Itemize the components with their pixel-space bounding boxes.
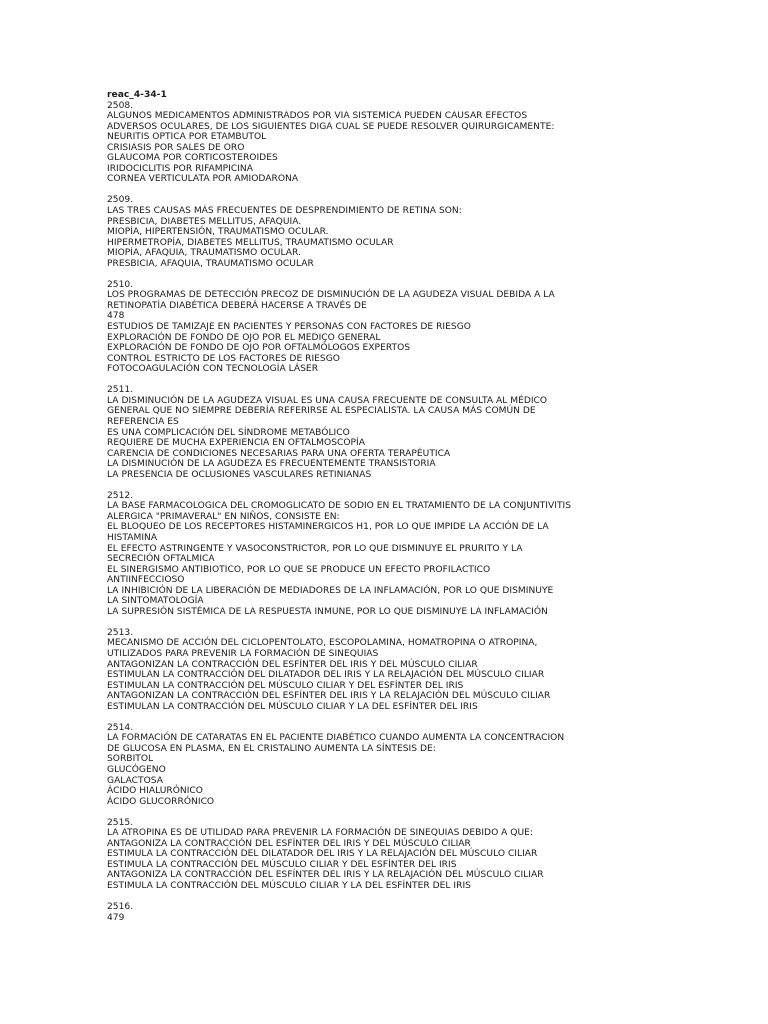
question-block [107, 280, 757, 375]
question-text-line: ESTIMULAN LA CONTRACCIÓN DEL MÚSCULO CILIAR Y DEL ESFÍNTER DEL IRIS [107, 680, 464, 691]
question-text-line: SORBITOL [107, 754, 154, 765]
question-number: 2515. [107, 817, 134, 828]
question-text-line: EXPLORACIÓN DE FONDO DE OJO POR EL MEDIÇO GENERAL [107, 332, 381, 343]
question-text-line: DE GLUCOSA EN PLASMA, EN EL CRISTALINO AUMENTA LA SÍNTESIS DE: [107, 743, 436, 754]
question-text-line: HIPERMETROPÍA, DIABETES MELLITUS, TRAUMATISMO OCULAR [107, 237, 394, 248]
question-number: 2509. [107, 195, 134, 206]
question-text-line: LA ATROPINA ES DE UTILIDAD PARA PREVENIR LA FORMACIÓN DE SINEQUIAS DEBIDO A QUE: [107, 828, 534, 839]
question-number: 2510. [107, 279, 134, 290]
question-text-line: FOTOCOAGULACIÓN CON TECNOLOGÍA LÁSER [107, 364, 319, 375]
question-text-line: ESTIMULAN LA CONTRACCIÓN DEL MÚSCULO CILIAR Y LA DEL ESFÍNTER DEL IRIS [107, 701, 478, 712]
question-text-line: LA FORMACIÓN DE CATARATAS EN EL PACIENTE DIABÉTICO CUANDO AUMENTA LA CONCENTRACION [107, 733, 565, 744]
question-number: 2512. [107, 490, 134, 501]
question-text-line: ÁCIDO HIALURÓNICO [107, 786, 203, 797]
question-text-line: LA SUPRESIÓN SISTÉMICA DE LA RESPUESTA INMUNE, POR LO QUE DISMINUYE LA INFLAMACIÓN [107, 606, 548, 617]
question-text-line: LA BASE FARMACOLOGICA DEL CROMOGLICATO DE SODIO EN EL TRATAMIENTO DE LA CONJUNTIVITIS [107, 501, 572, 512]
question-text-line: NEURITIS OPTICA POR ETAMBUTOL [107, 132, 267, 143]
question-text-line: SECRECIÓN OFTALMICA [107, 554, 215, 565]
question-text-line: HISTAMINA [107, 532, 158, 543]
question-number: 2511. [107, 385, 134, 396]
question-text-line: ADVERSOS OCULARES, DE LOS SIGUIENTES DIGA CUAL SE PUEDE RESOLVER QUIRURGICAMENTE: [107, 121, 555, 132]
question-text-line: LOS PROGRAMAS DE DETECCIÓN PRECOZ DE DISMINUCIÓN DE LA AGUDEZA VISUAL DEBIDA A LA [107, 290, 555, 301]
question-text-line: CORNEA VERTICULATA POR AMIODARONA [107, 174, 299, 185]
question-text-line: ALERGICA "PRIMAVERAL" EN NIÑOS, CONSISTE EN: [107, 511, 340, 522]
question-text-line: 479 [107, 912, 125, 923]
question-text-line: ANTIINFECCIOSO [107, 575, 185, 586]
question-list [107, 101, 757, 924]
question-number: 2514. [107, 722, 134, 733]
question-text-line: ES UNA COMPLICACIÓN DEL SÍNDROME METABÓLICO [107, 427, 350, 438]
question-text-line: ESTIMULA LA CONTRACCIÓN DEL DILATADOR DEL IRIS Y LA RELAJACIÓN DEL MÚSCULO CILIAR [107, 849, 538, 860]
question-text-line: PRESBICIA, DIABETES MELLITUS, AFAQUIA. [107, 216, 302, 227]
question-text-line: ESTUDIOS DE TAMIZAJE EN PACIENTES Y PERSONAS CON FACTORES DE RIESGO [107, 322, 471, 333]
question-text-line: ALGUNOS MEDICAMENTOS ADMINISTRADOS POR VIA SISTEMICA PUEDEN CAUSAR EFECTOS [107, 111, 528, 122]
question-text-line: EL EFECTO ASTRINGENTE Y VASOCONSTRICTOR, POR LO QUE DISMINUYE EL PRURITO Y LA [107, 543, 523, 554]
question-text-line: LA SINTOMATOLOGÍA [107, 596, 204, 607]
question-block [107, 101, 757, 185]
question-text-line: LA INHIBICIÓN DE LA LIBERACIÓN DE MEDIADORES DE LA INFLAMACIÓN, POR LO QUE DISMINUYE [107, 585, 554, 596]
question-text-line: CARENCIA DE CONDICIONES NECESARIAS PARA UNA OFERTA TERAPÉUTICA [107, 448, 451, 459]
question-text-line: GALACTOSA [107, 775, 164, 786]
question-number: 2508. [107, 100, 134, 111]
question-text-line: GLUCÓGENO [107, 765, 166, 775]
question-text-line: ANTAGONIZA LA CONTRACCIÓN DEL ESFÍNTER DEL IRIS Y LA RELAJACIÓN DEL MÚSCULO CILIAR [107, 870, 544, 881]
question-block [107, 491, 757, 618]
question-block [107, 628, 757, 712]
question-text-line: PRESBICIA, AFAQUIA, TRAUMATISMO OCULAR [107, 258, 314, 269]
question-number: 2513. [107, 627, 134, 638]
question-text-line: GENERAL QUE NO SIEMPRE DEBERÍA REFERIRSE AL ESPECIALISTA. LA CAUSA MÁS COMÚN DE [107, 406, 536, 417]
question-text-line: REQUIERE DE MUCHA EXPERIENCIA EN OFTALMOSCOPÍA [107, 438, 365, 449]
question-text-line: MIOPÍA, AFAQUIA, TRAUMATISMO OCULAR. [107, 248, 301, 259]
question-text-line: ÁCIDO GLUCORRÓNICO [107, 796, 215, 807]
question-text-line: IRIDOCICLITIS POR RIFAMPICINA [107, 163, 253, 174]
question-text-line: ANTAGONIZA LA CONTRACCIÓN DEL ESFÍNTER DEL IRIS Y DEL MÚSCULO CILIAR [107, 838, 471, 849]
question-text-line: RETINOPATÍA DIABÉTICA DEBERÁ HACERSE A TRAVÉS DE [107, 300, 367, 311]
question-text-line: EL BLOQUEO DE LOS RECEPTORES HISTAMINERGICOS H1, POR LO QUE IMPIDE LA ACCIÓN DE LA [107, 522, 549, 533]
question-number: 2516. [107, 902, 134, 913]
question-text-line: ESTIMULA LA CONTRACCIÓN DEL MÚSCULO CILIAR Y LA DEL ESFÍNTER DEL IRIS [107, 881, 471, 892]
question-text-line: CRISIASIS POR SALES DE ORO [107, 142, 245, 153]
question-text-line: ANTAGONIZAN LA CONTRACCIÓN DEL ESFÍNTER DEL IRIS Y LA RELAJACIÓN DEL MÚSCULO CILIAR [107, 691, 551, 702]
question-text-line: EL SINERGISMO ANTIBIOTICO, POR LO QUE SE PRODUCE UN EFECTO PROFILACTICO [107, 564, 491, 575]
question-text-line: UTILIZADOS PARA PREVENIR LA FORMACIÓN DE SINEQUIAS [107, 648, 379, 659]
document-page [107, 90, 757, 934]
question-text-line: MIOPÍA, HIPERTENSIÓN, TRAUMATISMO OCULAR. [107, 227, 329, 238]
question-block [107, 385, 757, 480]
question-text-line: LA DISMINUCIÓN DE LA AGUDEZA ES FRECUENTEMENTE TRANSISTORIA [107, 459, 436, 470]
question-block [107, 195, 757, 269]
question-text-line: REFERENCIA ES [107, 416, 179, 427]
question-text-line: LAS TRES CAUSAS MÁS FRECUENTES DE DESPRENDIMIENTO DE RETINA SON: [107, 206, 462, 217]
question-text-line: LA DISMINUCIÓN DE LA AGUDEZA VISUAL ES UNA CAUSA FRECUENTE DE CONSULTA AL MÉDICO [107, 395, 548, 406]
question-text-line: GLAUCOMA POR CORTICOSTEROIDES [107, 153, 278, 164]
question-block [107, 902, 757, 923]
question-text-line: LA PRESENCIA DE OCLUSIONES VASCULARES RETINIANAS [107, 469, 372, 480]
question-text-line: MECANISMO DE ACCIÓN DEL CICLOPENTOLATO, ESCOPOLAMINA, HOMATROPINA O ATROPINA, [107, 638, 538, 649]
question-block [107, 818, 757, 892]
question-block [107, 723, 757, 807]
question-text-line: CONTROL ESTRICTO DE LOS FACTORES DE RIESGO [107, 353, 340, 364]
question-text-line: EXPLORACIÓN DE FONDO DE OJO POR OFTALMÓLOGOS EXPERTOS [107, 343, 411, 354]
document-title: reac_4-34-1 [107, 90, 167, 100]
question-text-line: 478 [107, 311, 125, 322]
question-text-line: ESTIMULA LA CONTRACCIÓN DEL MÚSCULO CILIAR Y DEL ESFÍNTER DEL IRIS [107, 859, 457, 870]
question-text-line: ANTAGONIZAN LA CONTRACCIÓN DEL ESFÍNTER DEL IRIS Y DEL MÚSCULO CILIAR [107, 659, 478, 670]
question-text-line: ESTIMULAN LA CONTRACCIÓN DEL DILATADOR DEL IRIS Y LA RELAJACIÓN DEL MÚSCULO CILIAR [107, 670, 545, 681]
